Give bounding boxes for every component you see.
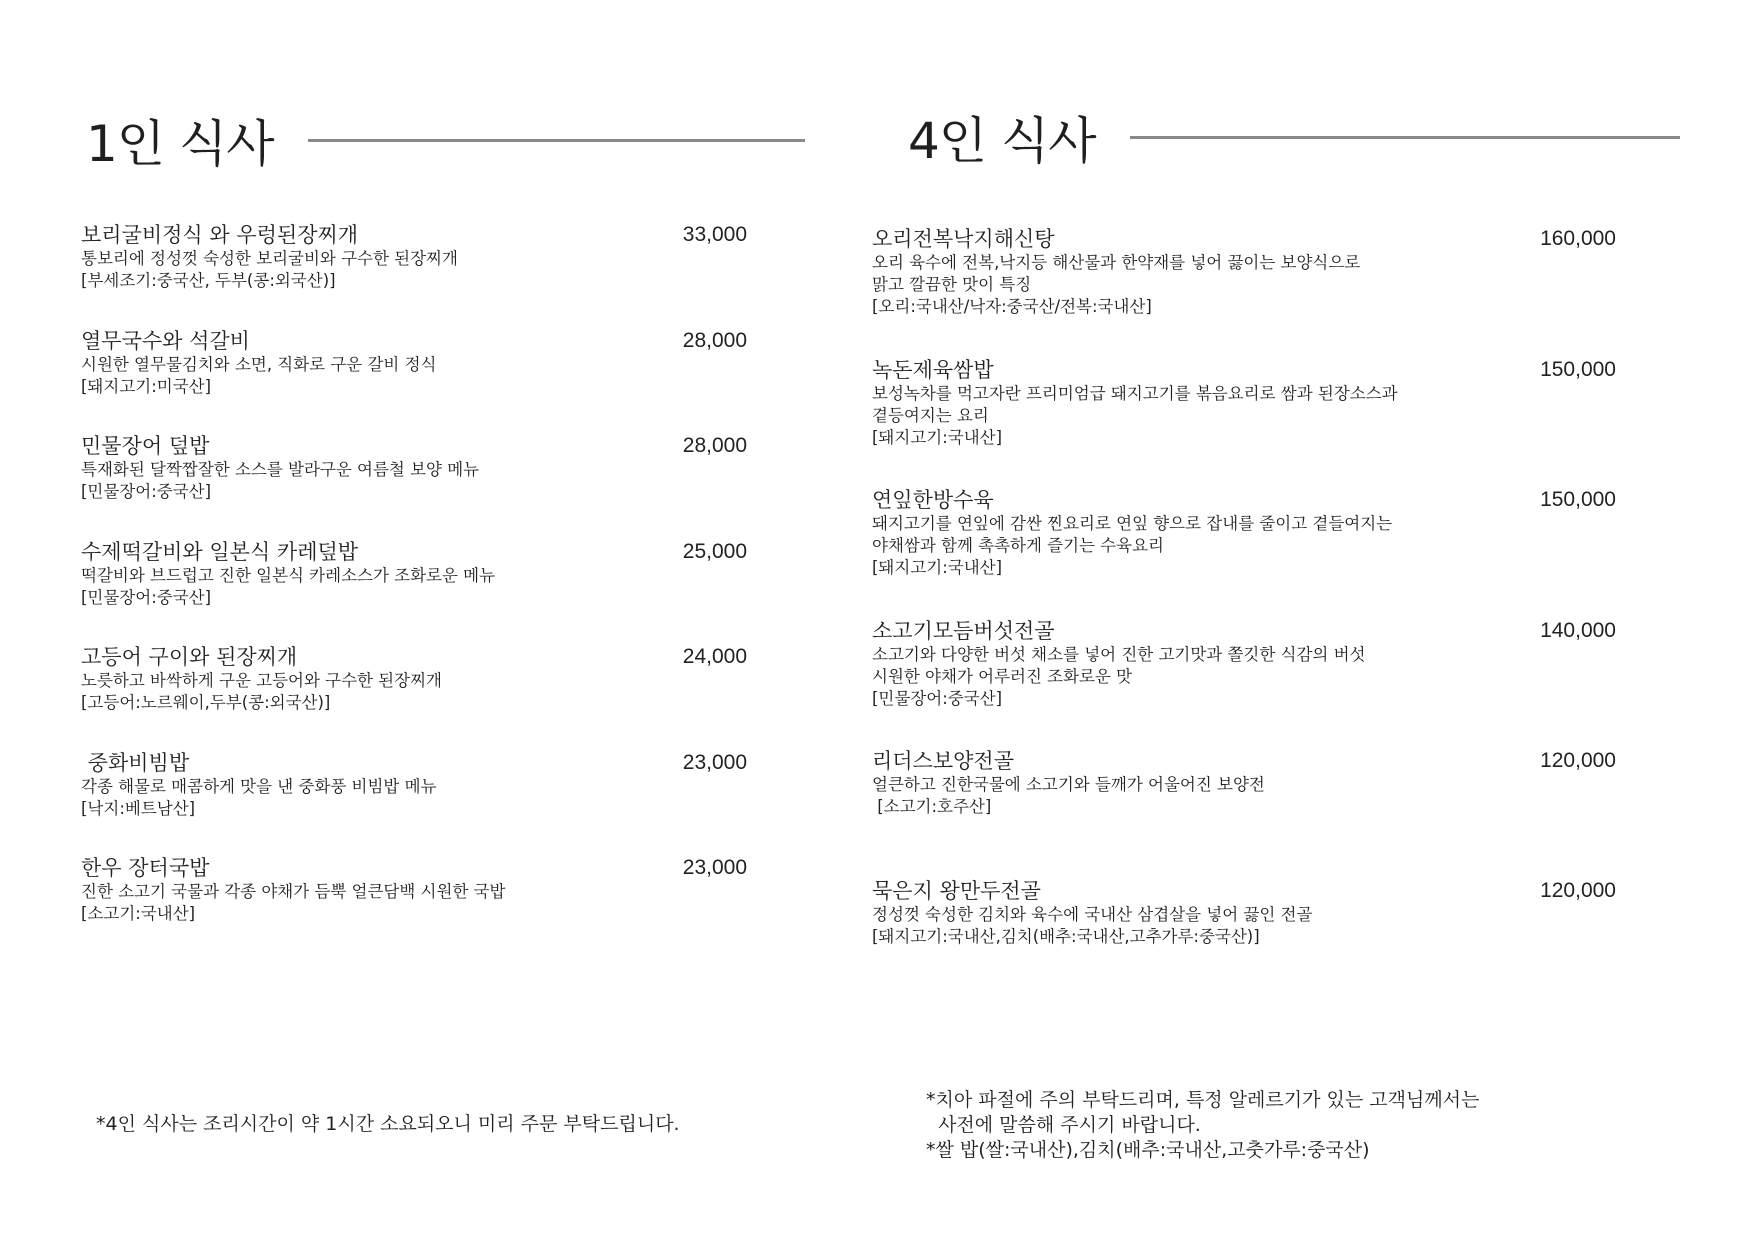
menu-item [872, 878, 1616, 948]
menu-item-origin: [고등어:노르웨이,두부(콩:외국산)] [81, 693, 331, 712]
menu-item-price: 150,000 [1540, 358, 1616, 381]
menu-item-description: 야채쌈과 함께 촉촉하게 즐기는 수육요리 [872, 536, 1164, 555]
menu-item-description: 맑고 깔끔한 맛이 특징 [872, 275, 1032, 294]
menu-item-name: 고등어 구이와 된장찌개 [81, 645, 298, 669]
menu-item-origin: [민물장어:중국산] [81, 588, 212, 607]
menu-item-name: 녹돈제육쌈밥 [872, 358, 994, 382]
menu-item [872, 357, 1616, 449]
menu-item-description: 각종 해물로 매콤하게 맛을 낸 중화풍 비빔밥 메뉴 [81, 777, 437, 796]
menu-item [872, 618, 1616, 710]
menu-item-description: 오리 육수에 전복,낙지등 해산물과 한약재를 넣어 끓이는 보양식으로 [872, 253, 1361, 272]
menu-item [81, 433, 747, 503]
menu-item-price: 120,000 [1540, 879, 1616, 902]
menu-item [81, 855, 747, 925]
note-cooking-time: *4인 식사는 조리시간이 약 1시간 소요되오니 미리 주문 부탁드립니다. [96, 1113, 680, 1135]
menu-item-description: 노릇하고 바싹하게 구운 고등어와 구수한 된장찌개 [81, 671, 442, 690]
menu-item-description: 통보리에 정성껏 숙성한 보리굴비와 구수한 된장찌개 [81, 249, 458, 268]
menu-item-origin: [돼지고기:국내산] [872, 428, 1003, 447]
menu-item-name: 묵은지 왕만두전골 [872, 879, 1041, 903]
menu-item-name: 소고기모듬버섯전골 [872, 619, 1055, 643]
menu-item-origin: [돼지고기:미국산] [81, 377, 212, 396]
menu-item-origin: [민물장어:중국산] [81, 482, 212, 501]
note-allergy-origin [926, 1088, 1479, 1163]
menu-item-price: 25,000 [682, 540, 747, 563]
section-title-single: 1인 식사 [86, 115, 274, 173]
menu-item-price: 150,000 [1540, 488, 1616, 511]
menu-item-name: 한우 장터국밥 [81, 856, 210, 880]
menu-item [81, 750, 747, 820]
menu-item-description: 소고기와 다양한 버섯 채소를 넣어 진한 고기맛과 쫄깃한 식감의 버섯 [872, 645, 1366, 664]
menu-item-origin: [부세조기:중국산, 두부(콩:외국산)] [81, 271, 336, 290]
menu-item-origin: [오리:국내산/낙자:중국산/전복:국내산] [872, 297, 1152, 316]
menu-item-description: 특재화된 달짝짭잘한 소스를 발라구운 여름철 보양 메뉴 [81, 460, 480, 479]
section-divider-single [308, 139, 805, 142]
menu-item-origin: [돼지고기:국내산,김치(배추:국내산,고추가루:중국산)] [872, 927, 1260, 946]
section-header-single [86, 104, 805, 176]
menu-item-price: 28,000 [682, 434, 747, 457]
menu-item-description: 시원한 야채가 어루러진 조화로운 맛 [872, 667, 1133, 686]
menu-item-description: 곁등여지는 요리 [872, 406, 989, 425]
menu-item-price: 120,000 [1540, 749, 1616, 772]
menu-item-description: 떡갈비와 브드럽고 진한 일본식 카레소스가 조화로운 메뉴 [81, 566, 496, 585]
menu-item-price: 28,000 [682, 329, 747, 352]
menu-item-description: 보성녹차를 먹고자란 프리미엄급 돼지고기를 볶음요리로 쌈과 된장소스과 [872, 384, 1398, 403]
menu-item-name: 연잎한방수육 [872, 488, 994, 512]
menu-item-description: 시원한 열무물김치와 소면, 직화로 구운 갈비 정식 [81, 355, 437, 374]
menu-item-origin: [소고기:호주산] [872, 797, 992, 816]
note-line: *쌀 밥(쌀:국내산),김치(배추:국내산,고춧가루:중국산) [926, 1139, 1370, 1161]
note-line: 사전에 말씀해 주시기 바랍니다. [926, 1114, 1201, 1136]
menu-item-name: 오리전복낙지해신탕 [872, 227, 1055, 251]
menu-item [872, 487, 1616, 579]
menu-item-description: 돼지고기를 연잎에 감싼 찐요리로 연잎 향으로 잡내를 줄이고 곁들여지는 [872, 514, 1393, 533]
menu-item-description: 정성껏 숙성한 김치와 육수에 국내산 삼겹살을 넣어 끓인 전골 [872, 905, 1313, 924]
menu-item-name: 민물장어 덮밥 [81, 434, 210, 458]
menu-item-price: 33,000 [682, 223, 747, 246]
menu-item [81, 222, 747, 292]
menu-item-name: 중화비빔밥 [81, 751, 190, 775]
menu-item [81, 644, 747, 714]
menu-item-name: 열무국수와 석갈비 [81, 329, 250, 353]
menu-item-price: 24,000 [682, 645, 747, 668]
menu-item-description: 진한 소고기 국물과 각종 야채가 듬뿍 얼큰담백 시원한 국밥 [81, 882, 506, 901]
menu-item-name: 리더스보양전골 [872, 749, 1015, 773]
menu-item-origin: [돼지고기:국내산] [872, 558, 1003, 577]
menu-item-origin: [민물장어:중국산] [872, 689, 1003, 708]
section-divider-group [1130, 136, 1680, 139]
menu-item [872, 226, 1616, 318]
menu-item-origin: [낙지:베트남산] [81, 799, 196, 818]
menu-item [872, 748, 1616, 818]
menu-item-price: 160,000 [1540, 227, 1616, 250]
menu-item-origin: [소고기:국내산] [81, 904, 196, 923]
menu-item-price: 140,000 [1540, 619, 1616, 642]
note-line: *치아 파절에 주의 부탁드리며, 특정 알레르기가 있는 고객님께서는 [926, 1089, 1480, 1111]
menu-item-name: 보리굴비정식 와 우렁된장찌개 [81, 223, 359, 247]
menu-item [81, 328, 747, 398]
section-title-group: 4인 식사 [908, 112, 1096, 170]
section-header-group [908, 101, 1680, 173]
menu-item-price: 23,000 [682, 856, 747, 879]
menu-item-name: 수제떡갈비와 일본식 카레덮밥 [81, 540, 359, 564]
menu-item-price: 23,000 [682, 751, 747, 774]
menu-item-description: 얼큰하고 진한국물에 소고기와 들깨가 어울어진 보양전 [872, 775, 1265, 794]
menu-item [81, 539, 747, 609]
